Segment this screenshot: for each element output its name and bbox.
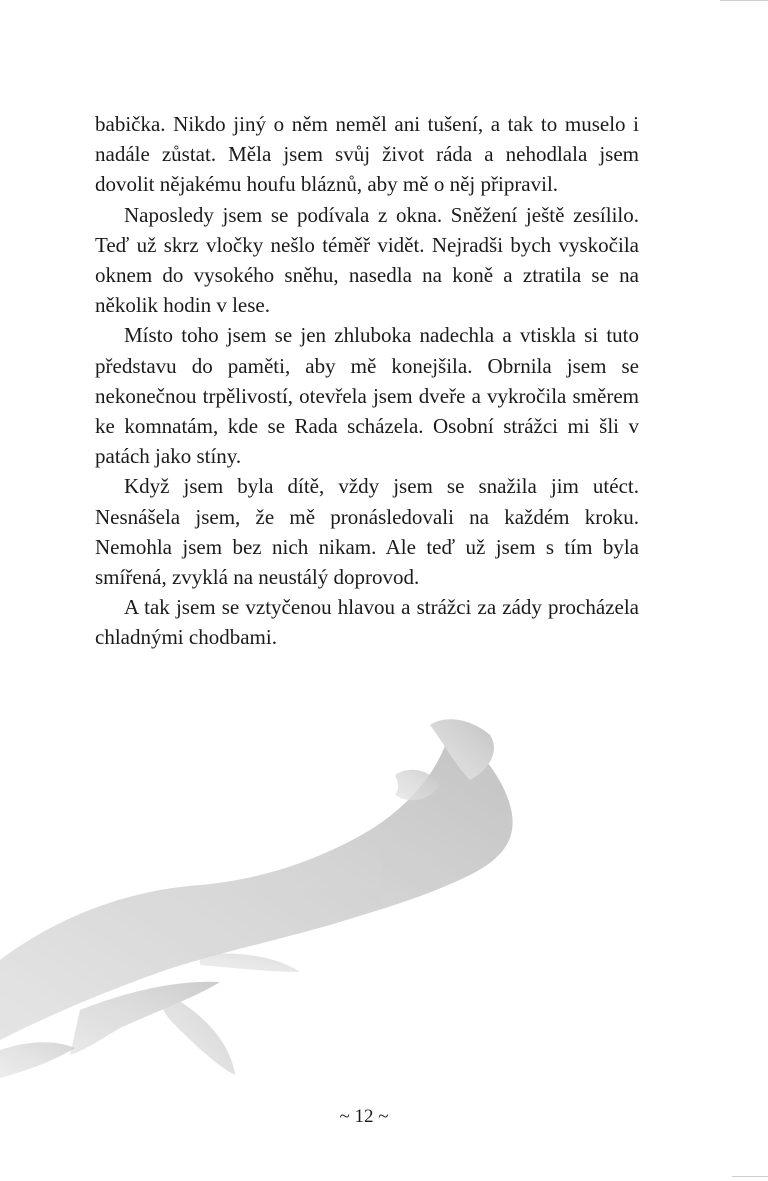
page-number: ~ 12 ~ — [339, 1106, 389, 1127]
ink-brush-stroke-icon — [0, 710, 540, 1090]
paragraph-3: Místo toho jsem se jen zhluboka nadechla a vtiskla si tuto představu do paměti, aby mě konejšila. Obrnila jsem se nekonečnou trpělivostí, otevřela jsem dveře a vykročila směrem ke komnatám, kde se Rada scházela. Osobní strážci mi šli v patách jako stíny. — [95, 323, 639, 469]
paragraph-1: babička. Nikdo jiný o něm neměl ani tušení, a tak to muselo i nadále zůstat. Měla jsem svůj život ráda a nehodlala jsem dovolit nějakému houfu bláznů, aby mě o něj připravil. — [95, 112, 639, 197]
body-text — [95, 109, 639, 653]
crop-mark — [720, 0, 768, 1]
paragraph-5: A tak jsem se vztyčenou hlavou a strážci za zády procházela chladnými chodbami. — [95, 595, 639, 650]
paragraph-4: Když jsem byla dítě, vždy jsem se snažila jim utéct. Nesnášela jsem, že mě pronásledovali na každém kroku. Nemohla jsem bez nich nikam. Ale teď už jsem s tím byla smířená, zvyklá na neustálý doprovod. — [95, 474, 639, 590]
crop-mark — [732, 1176, 768, 1177]
paragraph-2: Naposledy jsem se podívala z okna. Sněžení ještě zesílilo. Teď už skrz vločky nešlo téměř vidět. Nejradši bych vyskočila oknem do vysokého sněhu, nasedla na koně a ztratila se na několik hodin v lese. — [95, 202, 639, 318]
